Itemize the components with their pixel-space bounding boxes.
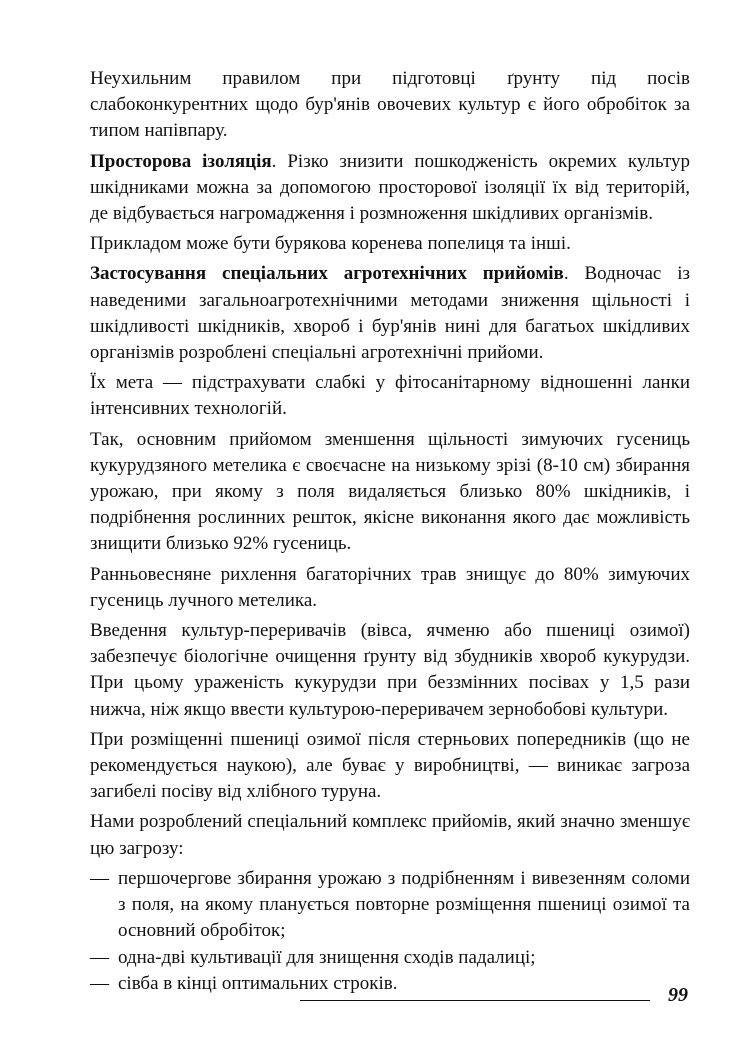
- page-body: [90, 66, 690, 997]
- paragraph-8-text: Введення культур-переривачів (вівса, ячменю або пшениці озимої) забезпечує біологічне очищення ґрунту від збудників хвороб кукурудзи. При цьому ураженість кукурудзи при беззмінних посівах у 1,5 рази нижча, ніж якщо ввести культурою-переривачем зернобобові культури.: [90, 620, 690, 720]
- page-number: 99: [668, 984, 688, 1006]
- list-dash: —: [90, 867, 109, 889]
- list-item: [90, 945, 690, 971]
- list-dash: —: [90, 946, 109, 968]
- paragraph-4: [90, 261, 690, 366]
- paragraph-2-lead: Просторова ізоляція: [90, 150, 272, 172]
- list-item: [90, 971, 690, 997]
- paragraph-6-text: Так, основним прийомом зменшення щільності зимуючих гусениць кукурудзяного метелика є своєчасне на низькому зрізі (8-10 см) збирання урожаю, при якому з поля видаляється близько 80% шкідників, і подрібнення рослинних решток, якісне виконання якого дає можливість знищити близько 92% гусениць.: [90, 428, 690, 555]
- list-dash: —: [90, 972, 109, 994]
- paragraph-6: [90, 427, 690, 558]
- paragraph-9-text: При розміщенні пшениці озимої після стерньових попередників (що не рекомендується наукою), але буває у виробництві, — виникає загроза загибелі посіву від хлібного туруна.: [90, 728, 690, 803]
- list-item-text: сівба в кінці оптимальних строків.: [118, 972, 398, 994]
- paragraph-7: [90, 562, 690, 614]
- paragraph-4-text: . Водночас із наведеними загальноагротехнічними методами зниження щільності і шкідливості шкідників, хвороб і бур'янів нині для багатьох шкідливих організмів розроблені спеціальні агротехнічні прийоми.: [90, 263, 690, 364]
- paragraph-1-text: Неухильним правилом при підготовці ґрунту під посів слабоконкурентних щодо бур'янів овочевих культур є його обробіток за типом напівпару.: [90, 68, 690, 142]
- paragraph-3-text: Прикладом може бути бурякова коренева попелиця та інші.: [90, 233, 571, 255]
- paragraph-10-text: Нами розроблений спеціальний комплекс прийомів, який значно зменшує цю загрозу:: [90, 811, 690, 859]
- paragraph-5: [90, 370, 690, 422]
- paragraph-2: [90, 149, 690, 228]
- paragraph-2-text: . Різко знизити пошкодженість окремих культур шкідниками можна за допомогою просторової ізоляції їх від територій, де відбувається нагромадження і розмноження шкідливих організмів.: [90, 150, 690, 225]
- list-item-text: одна-дві культивації для знищення сходів падалиці;: [118, 946, 536, 968]
- list-item-text: першочергове збирання урожаю з подрібненням і вивезенням соломи з поля, на якому планується повторне розміщення пшениці озимої та основний обробіток;: [118, 867, 690, 942]
- list-item: [90, 866, 690, 945]
- measures-list: [90, 866, 690, 997]
- paragraph-3: [90, 231, 690, 257]
- paragraph-9: [90, 727, 690, 806]
- paragraph-8: [90, 618, 690, 723]
- paragraph-4-lead: Застосування спеціальних агротехнічних прийомів: [90, 263, 564, 285]
- paragraph-5-text: Їх мета — підстрахувати слабкі у фітосанітарному відношенні ланки інтенсивних технологій.: [90, 372, 690, 420]
- paragraph-1: [90, 66, 690, 145]
- footer-rule: [300, 1000, 650, 1001]
- paragraph-7-text: Ранньовесняне рихлення багаторічних трав знищує до 80% зимуючих гусениць лучного метелика.: [90, 563, 690, 611]
- paragraph-10: [90, 809, 690, 861]
